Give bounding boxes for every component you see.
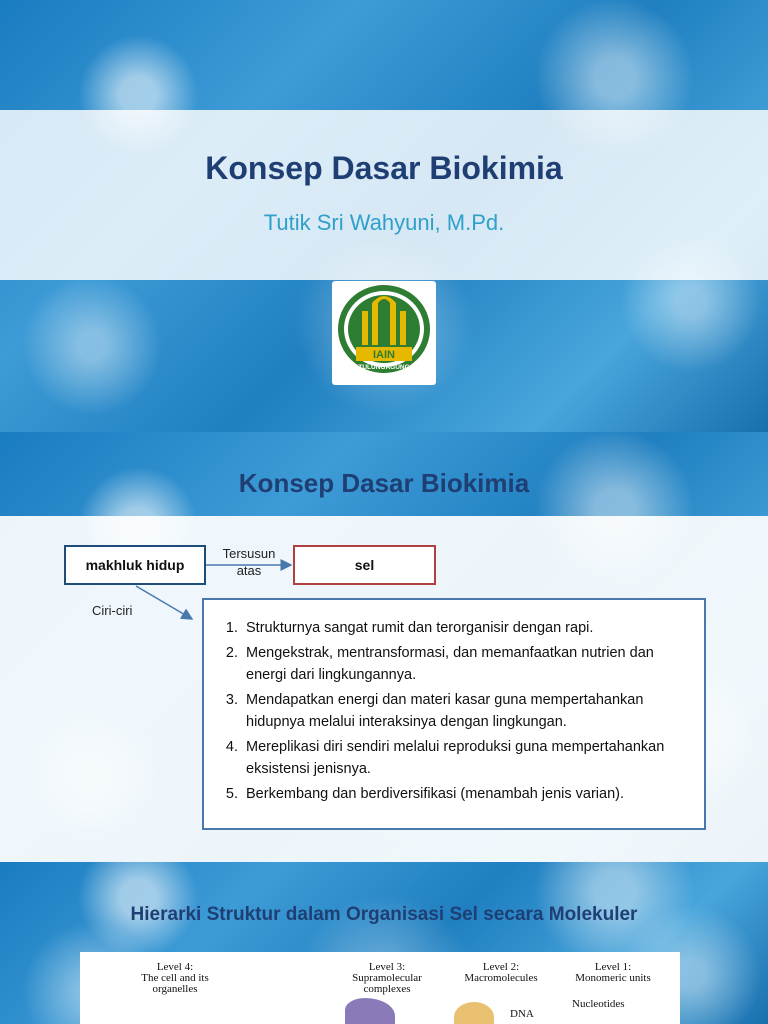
level-label: Level 3: (368, 961, 406, 973)
level-label: Level 4: (156, 961, 194, 973)
sel-box: sel (293, 545, 436, 585)
title-slide (0, 0, 768, 432)
level-desc: Monomeric units (575, 972, 651, 984)
iain-tulungagung-logo (332, 281, 436, 385)
makhluk-hidup-box: makhluk hidup (64, 545, 206, 585)
level-1 (558, 962, 668, 984)
slide-title: Hierarki Struktur dalam Organisasi Sel secara Molekuler (130, 904, 638, 925)
list-item: 2. Mengekstrak, mentransformasi, dan memanfaatkan nutrien dan energi dari lingkungannya. (242, 642, 696, 686)
level-label: Level 2: (482, 961, 520, 973)
list-item: 3. Mendapatkan energi dan materi kasar guna mempertahankan hidupnya melalui interaksinya dengan lingkungan. (242, 689, 696, 733)
level-3 (332, 962, 442, 995)
author-name: Tutik Sri Wahyuni, M.Pd. (263, 210, 505, 235)
dna-label: DNA (510, 1008, 534, 1020)
level-4 (120, 962, 230, 995)
logo-text-bottom: TULUNGAGUNG (358, 364, 410, 371)
presentation-title: Konsep Dasar Biokimia (205, 150, 563, 186)
level-2 (446, 962, 556, 984)
list-item: 4. Mereplikasi diri sendiri melalui reproduksi guna mempertahankan eksistensi jenisnya. (242, 736, 696, 780)
ciri-ciri-label: Ciri-ciri (92, 603, 133, 618)
hierarchy-slide (0, 862, 768, 1024)
complex-image (345, 998, 395, 1024)
nucleotides-label: Nucleotides (572, 998, 625, 1010)
list-item: 1. Strukturnya sangat rumit dan terorganisir dengan rapi. (242, 617, 696, 639)
characteristics-list (214, 617, 696, 805)
arrow-ciri (136, 586, 192, 619)
relation-label: Tersusun atas (222, 546, 276, 578)
hierarchy-figure (80, 952, 680, 1024)
level-desc: Macromolecules (464, 972, 538, 984)
list-item: 5. Berkembang dan berdiversifikasi (menambah jenis varian). (242, 783, 696, 805)
level-label: Level 1: (594, 961, 632, 973)
level-desc: Supramolecular complexes (352, 972, 422, 995)
concept-slide (0, 432, 768, 862)
macromolecule-image (454, 1002, 494, 1024)
title-band (0, 110, 768, 280)
level-desc: The cell and its organelles (141, 972, 209, 995)
characteristics-box (202, 598, 706, 830)
slide-title: Konsep Dasar Biokimia (238, 468, 530, 498)
logo-text-top: IAIN (373, 349, 395, 361)
